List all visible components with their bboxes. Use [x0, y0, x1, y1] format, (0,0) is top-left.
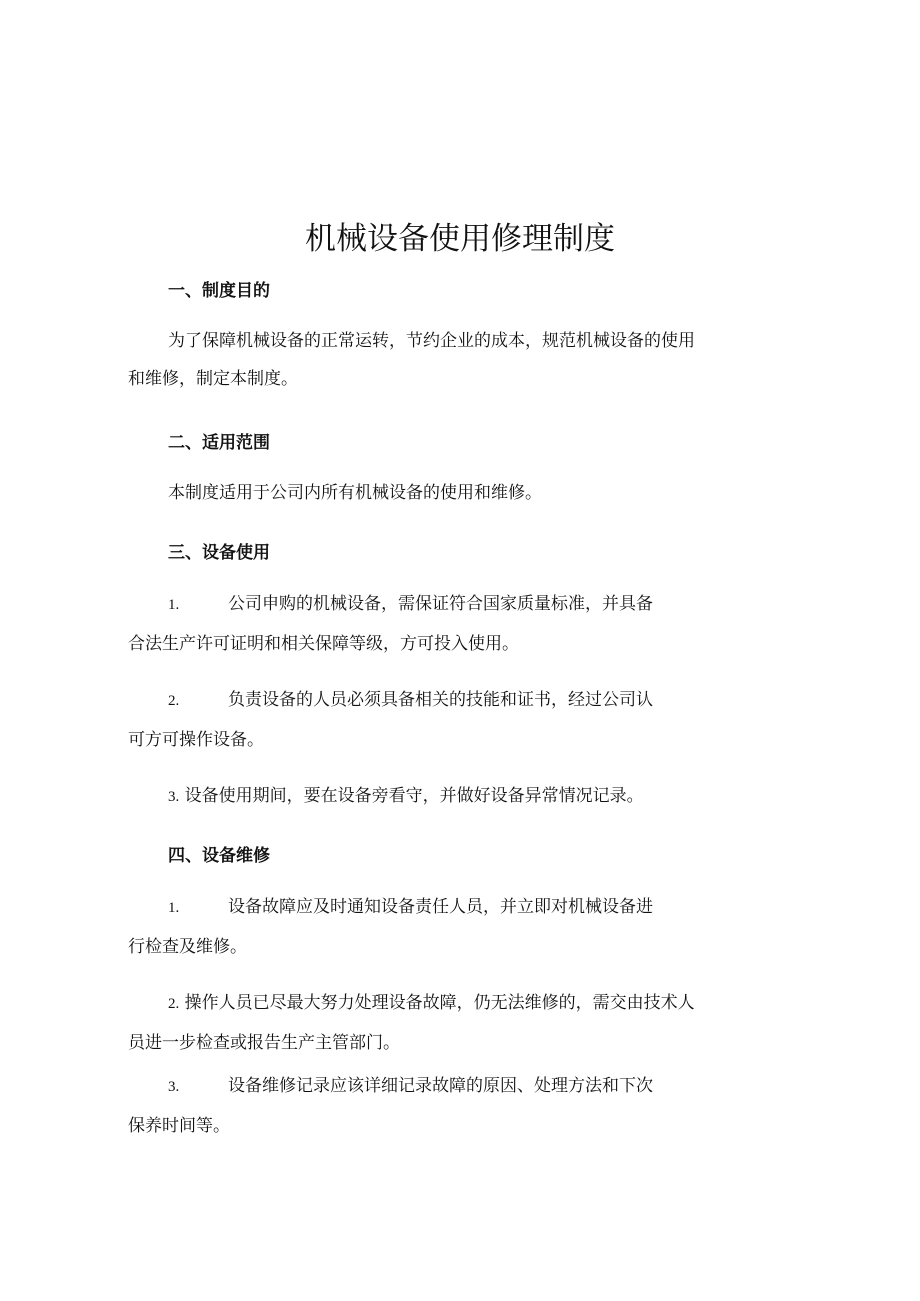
section-heading-usage: 三、设备使用 — [168, 543, 270, 563]
list-item-text: 负责设备的人员必须具备相关的技能和证书，经过公司认 — [228, 690, 653, 710]
list-item-text: 设备使用期间，要在设备旁看守，并做好设备异常情况记录。 — [184, 786, 644, 806]
list-item-continuation: 行检查及维修。 — [128, 937, 247, 957]
list-item-number: 2. — [168, 693, 180, 709]
list-item-number: 3. — [168, 1079, 180, 1095]
list-item-text: 操作人员已尽最大努力处理设备故障，仍无法维修的，需交由技术人 — [184, 993, 695, 1013]
paragraph-line: 为了保障机械设备的正常运转，节约企业的成本，规范机械设备的使用 — [168, 331, 695, 351]
list-item-number: 1. — [168, 900, 180, 916]
list-item-text: 设备故障应及时通知设备责任人员，并立即对机械设备进 — [228, 897, 653, 917]
list-item-line — [168, 1074, 653, 1100]
list-item-line — [168, 592, 653, 618]
list-item-continuation: 员进一步检查或报告生产主管部门。 — [128, 1033, 400, 1053]
list-item-text: 设备维修记录应该详细记录故障的原因、处理方法和下次 — [228, 1076, 653, 1096]
section-heading-scope: 二、适用范围 — [168, 433, 270, 453]
list-item-line — [168, 784, 644, 810]
section-heading-purpose: 一、制度目的 — [168, 281, 270, 301]
document-title: 机械设备使用修理制度 — [305, 221, 615, 257]
list-item-continuation: 可方可操作设备。 — [128, 730, 264, 750]
list-item-line — [168, 991, 695, 1017]
paragraph-line: 本制度适用于公司内所有机械设备的使用和维修。 — [168, 483, 542, 503]
list-item-number: 2. — [168, 996, 180, 1012]
section-heading-maintenance: 四、设备维修 — [168, 846, 270, 866]
list-item-number: 1. — [168, 597, 180, 613]
list-item-text: 公司申购的机械设备，需保证符合国家质量标准，并具备 — [228, 594, 653, 614]
list-item-line — [168, 688, 653, 714]
list-item-continuation: 保养时间等。 — [128, 1116, 230, 1136]
list-item-number: 3. — [168, 789, 180, 805]
list-item-continuation: 合法生产许可证明和相关保障等级，方可投入使用。 — [128, 634, 519, 654]
paragraph-line: 和维修，制定本制度。 — [128, 369, 298, 389]
list-item-line — [168, 895, 653, 921]
